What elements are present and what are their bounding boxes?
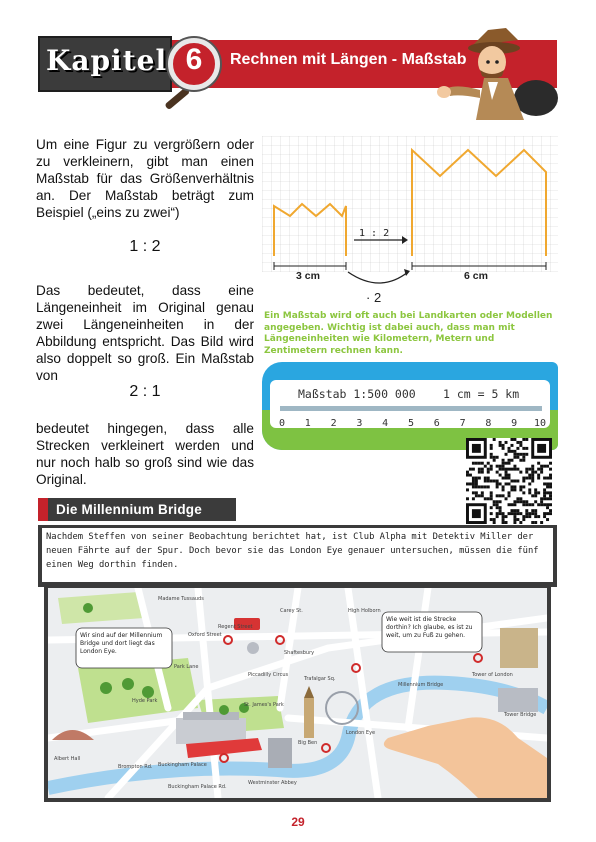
intro-paragraph-2: Das bedeutet, dass eine Längeneinheit im Original genau zwei Längeneinheiten in der Abbildung entspricht. Das Bild wird also doppelt so groß. Ein Maßstab von — [36, 283, 254, 383]
intro-paragraph-3: bedeutet hingegen, dass alle Strecken verkleinert werden und nur noch halb so groß sind wie das Original. — [36, 421, 254, 487]
ratio-example-2: 2 : 1 — [129, 383, 161, 400]
label-tower-bridge: Tower Bridge — [504, 712, 537, 718]
label-buckingham-palace-rd: Buckingham Palace Rd. — [168, 784, 227, 790]
ruler-tick-label: 8 — [485, 418, 492, 429]
ruler-tick-label: 10 — [533, 418, 546, 429]
big-ben-icon — [304, 698, 314, 738]
ruler-tick-label: 4 — [382, 418, 389, 429]
ruler-tick-label: 9 — [511, 418, 518, 429]
section-heading: Die Millennium Bridge — [56, 502, 202, 517]
scale-label: Maßstab 1:500 000 — [298, 387, 416, 401]
ratio-example-1: 1 : 2 — [129, 238, 161, 255]
ruler-tick-label: 5 — [407, 418, 415, 429]
curved-arrow-icon — [348, 272, 408, 283]
qr-code[interactable] — [466, 438, 552, 524]
label-trafalgar: Trafalgar Sq. — [304, 676, 336, 682]
story-text: Nachdem Steffen von seiner Beobachtung berichtet hat, ist Club Alpha mit Detektiv Miller der neuen Fährte auf der Spur. Doch bevor sie das London Eye genauer untersuchen, müssen die fünf einen Weg dorthin finden. — [46, 532, 539, 570]
label-brompton-rd: Brompton Rd. — [118, 764, 153, 770]
label-buckingham-palace: Buckingham Palace — [158, 762, 207, 768]
westminster-abbey-icon — [268, 738, 292, 768]
grid-background — [262, 136, 558, 272]
label-albert-hall: Albert Hall — [54, 756, 81, 762]
ruler-tick-label: 3 — [356, 418, 363, 429]
ruler-tick-label: 1 — [304, 418, 311, 429]
chapter-number: 6 — [185, 43, 203, 76]
figure-ratio-label: 1 : 2 — [359, 228, 390, 239]
speech-bubble-left-text: Wir sind auf der Millennium Bridge und dort liegt das London Eye. — [80, 632, 163, 655]
label-high-holborn: High Holborn — [348, 608, 381, 614]
ruler-tick-label: 7 — [459, 418, 466, 429]
scale-note: Ein Maßstab wird oft auch bei Landkarten oder Modellen angegeben. Wichtig ist dabei auch, dass man mit Längeneinheiten wie Kilometern, Metern und Zentimetern rechnen kann. — [264, 311, 553, 356]
label-piccadilly-circus: Piccadilly Circus — [248, 672, 289, 678]
label-hyde-park: Hyde Park — [132, 698, 158, 704]
label-shaftesbury: Shaftesbury — [284, 650, 315, 656]
label-carey-street: Carey St. — [280, 608, 303, 614]
ruler-bar — [280, 406, 542, 411]
label-westminster-abbey: Westminster Abbey — [248, 780, 297, 786]
label-madame-tussauds: Madame Tussauds — [158, 596, 204, 602]
small-width-label: 3 cm — [296, 270, 320, 282]
label-park-lane: Park Lane — [174, 664, 199, 670]
tower-bridge-icon — [498, 688, 538, 712]
intro-paragraph-1: Um eine Figur zu vergrößern oder zu verkleinern, gibt man einen Maßstab für das Größenverhältnis an. Der Maßstab beträgt zum Beispiel („eins zu zwei“) — [36, 137, 254, 220]
section-heading-flag — [38, 498, 48, 521]
label-london-eye: London Eye — [346, 730, 376, 736]
scale-ruler — [276, 404, 546, 432]
ruler-tick-label: 2 — [330, 418, 337, 429]
large-width-label: 6 cm — [464, 270, 488, 282]
scale-equivalence: 1 cm = 5 km — [443, 387, 520, 401]
detective-illustration — [428, 20, 558, 120]
ruler-tick-label: 6 — [433, 418, 440, 429]
ruler-tick-label: 0 — [278, 418, 286, 429]
tower-of-london-icon — [500, 628, 538, 668]
factor-label: · 2 — [366, 290, 382, 305]
speech-bubble-right-text: Wie weit ist die Strecke dorthin? Ich glaube, es ist zu weit, um zu Fuß zu gehen. — [386, 616, 473, 639]
chapter-title: Rechnen mit Längen - Maßstab — [230, 51, 467, 68]
label-millennium-bridge: Millennium Bridge — [398, 682, 444, 688]
label-tower-of-london: Tower of London — [472, 672, 513, 678]
label-big-ben: Big Ben — [298, 740, 318, 746]
chapter-word: Kapitel — [46, 44, 168, 77]
label-st-james-park: St. James's Park — [244, 702, 284, 708]
label-oxford-street: Oxford Street — [188, 632, 222, 638]
scale-grid-figure — [262, 136, 558, 311]
page-number: 29 — [291, 815, 305, 829]
label-regent-street: Regent Street — [218, 624, 253, 630]
